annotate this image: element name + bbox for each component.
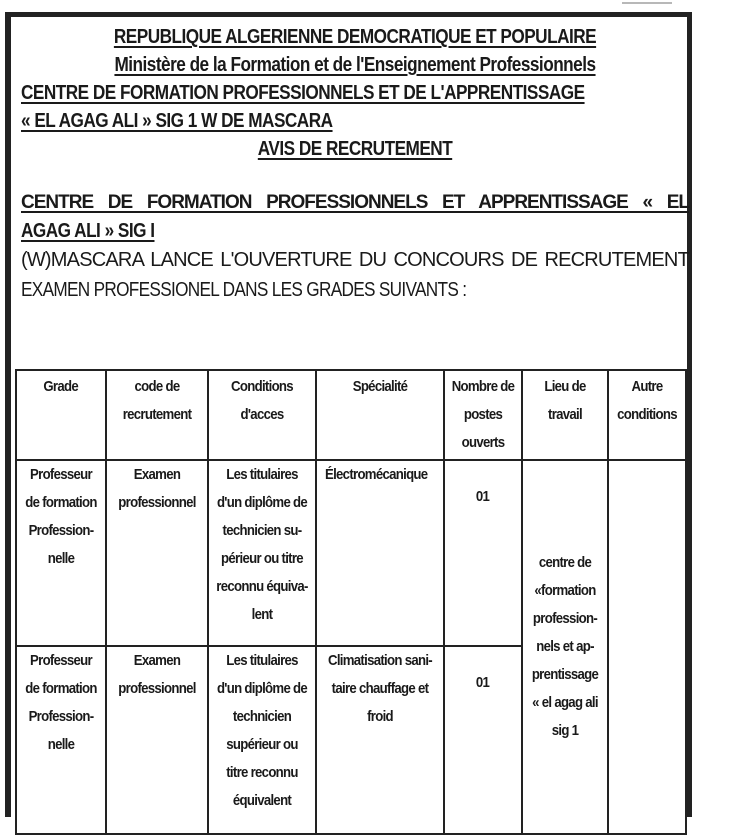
cell-code: Examen professionnel xyxy=(106,646,208,834)
cell-postes: 01 xyxy=(444,460,522,646)
table-header-row xyxy=(16,370,686,460)
table-row xyxy=(16,460,686,646)
header-autre: Autre conditions xyxy=(608,370,686,460)
notice-frame xyxy=(5,12,692,817)
cell-postes: 01 xyxy=(444,646,522,834)
cell-lieu: centre de «formation profession-nels et ap-prentissage « el agag ali sig 1 xyxy=(522,460,608,834)
cell-specialite: Climatisation sani-taire chauffage et froid xyxy=(316,646,444,834)
recruitment-table xyxy=(15,369,687,835)
page-edge-mark xyxy=(622,0,672,4)
intro-body-line-1: (W)MASCARA LANCE L'OUVERTURE DU CONCOURS DE RECRUTEMENT xyxy=(21,249,689,271)
ministry-heading: Ministère de la Formation et de l'Enseignement Professionnels xyxy=(114,54,596,76)
header-lieu: Lieu de travail xyxy=(522,370,608,460)
centre-heading: CENTRE DE FORMATION PROFESSIONNELS ET DE L'APPRENTISSAGE xyxy=(21,82,585,104)
cell-conditions: Les titulaires d'un diplôme de technicien su-périeur ou titre reconnu équiva-lent xyxy=(208,460,316,646)
header-postes: Nombre de postes ouverts xyxy=(444,370,522,460)
cell-grade: Professeur de formation Profession-nelle xyxy=(16,460,106,646)
header-grade: Grade xyxy=(16,370,106,460)
intro-heading-line-2: AGAG ALI » SIG I xyxy=(21,220,155,242)
cell-code: Examen professionnel xyxy=(106,460,208,646)
notice-content xyxy=(21,17,689,305)
republic-heading: REPUBLIQUE ALGERIENNE DEMOCRATIQUE ET POPULAIRE xyxy=(113,26,597,48)
intro-body-line-2: EXAMEN PROFESSIONEL DANS LES GRADES SUIVANTS : xyxy=(21,279,467,301)
cell-autre xyxy=(608,460,686,834)
header-conditions: Conditions d'acces xyxy=(208,370,316,460)
notice-title: AVIS DE RECRUTEMENT xyxy=(257,138,453,160)
cell-grade: Professeur de formation Profession-nelle xyxy=(16,646,106,834)
header-specialite: Spécialité xyxy=(316,370,444,460)
cell-conditions: Les titulaires d'un diplôme de technicien supérieur ou titre reconnu équivalent xyxy=(208,646,316,834)
centre-location-heading: « EL AGAG ALI » SIG 1 W DE MASCARA xyxy=(21,110,333,132)
intro-heading-line-1: CENTRE DE FORMATION PROFESSIONNELS ET APPRENTISSAGE « EL xyxy=(21,192,689,213)
header-code: code de recrutement xyxy=(106,370,208,460)
cell-specialite: Électromécanique xyxy=(316,460,444,646)
